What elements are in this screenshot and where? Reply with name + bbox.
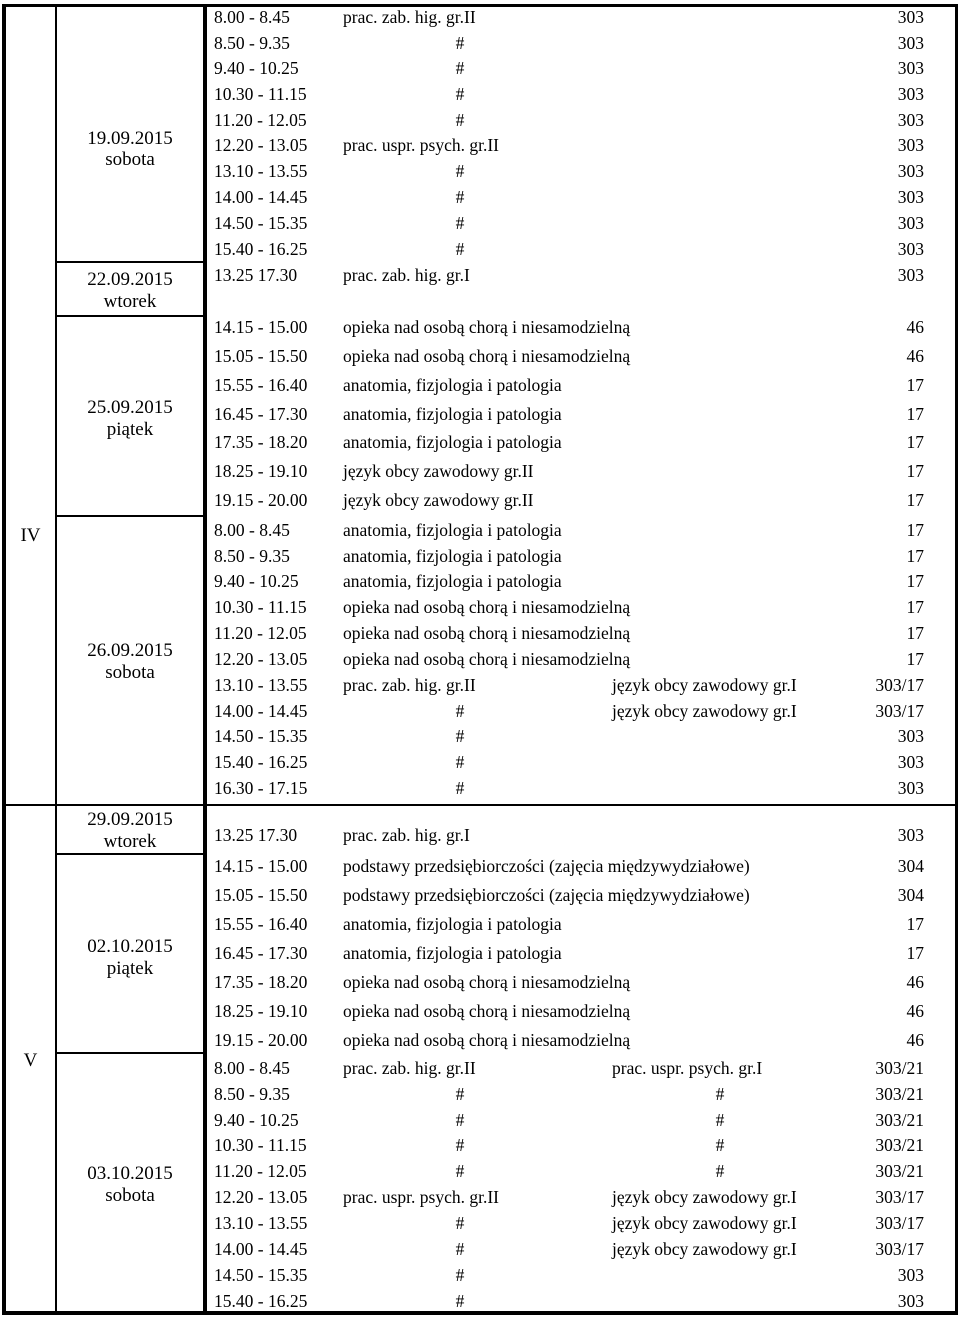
week-label: V [23,1050,38,1071]
subject-cell: anatomia, fizjologia i patologia [343,375,562,395]
time-cell: 16.45 - 17.30 [214,943,308,963]
room-cell: 303 [897,33,924,53]
time-cell: 8.50 - 9.35 [214,1084,290,1104]
room-cell: 303/21 [875,1110,924,1130]
subject-cell: podstawy przedsiębiorczości (zajęcia międzywydziałowe) [343,885,750,905]
subject2-cell: # [715,1110,725,1130]
room-cell: 303 [897,161,924,181]
room-cell: 17 [906,520,924,540]
time-cell: 8.50 - 9.35 [214,546,290,566]
subject-cell: prac. zab. hig. gr.II [343,7,476,27]
frame-bottom [2,1311,958,1315]
time-cell: 15.55 - 16.40 [214,914,308,934]
room-cell: 17 [906,490,924,510]
week-separator [6,804,955,806]
room-cell: 303 [897,187,924,207]
subject-cell: podstawy przedsiębiorczości (zajęcia międzywydziałowe) [343,856,750,876]
frame-top [2,4,958,7]
time-cell: 14.00 - 14.45 [214,1239,308,1259]
time-cell: 18.25 - 19.10 [214,1001,308,1021]
subject-cell: opieka nad osobą chorą i niesamodzielną [343,649,631,669]
time-cell: 13.10 - 13.55 [214,161,308,181]
time-cell: 16.30 - 17.15 [214,778,308,798]
subject-cell: prac. zab. hig. gr.II [343,1058,476,1078]
time-cell: 8.00 - 8.45 [214,520,290,540]
subject-cell: # [455,239,465,259]
day-date: 02.10.2015 [87,936,173,957]
subject-cell: # [455,726,465,746]
time-cell: 15.40 - 16.25 [214,239,308,259]
subject-cell: # [455,58,465,78]
frame-left [2,4,6,1315]
subject-cell: opieka nad osobą chorą i niesamodzielną [343,1030,631,1050]
subject-cell: prac. zab. hig. gr.I [343,265,470,285]
subject-cell: opieka nad osobą chorą i niesamodzielną [343,1001,631,1021]
subject-cell: # [455,1161,465,1181]
subject-cell: anatomia, fizjologia i patologia [343,404,562,424]
day-name: piątek [106,419,154,440]
subject-cell: # [455,1213,465,1233]
day-date: 19.09.2015 [87,128,173,149]
col-sep-week [55,4,57,1315]
room-cell: 303/21 [875,1058,924,1078]
time-cell: 12.20 - 13.05 [214,135,308,155]
room-cell: 304 [897,856,924,876]
time-cell: 17.35 - 18.20 [214,432,308,452]
time-cell: 15.05 - 15.50 [214,346,308,366]
room-cell: 303 [897,84,924,104]
time-cell: 8.50 - 9.35 [214,33,290,53]
day-name: piątek [106,958,154,979]
day-separator [57,853,203,855]
day-date: 29.09.2015 [87,809,173,830]
subject2-cell: # [715,1084,725,1104]
time-cell: 15.55 - 16.40 [214,375,308,395]
room-cell: 303/17 [875,675,924,695]
time-cell: 14.15 - 15.00 [214,856,308,876]
subject-cell: # [455,187,465,207]
subject-cell: prac. uspr. psych. gr.II [343,1187,500,1207]
time-cell: 14.15 - 15.00 [214,317,308,337]
time-cell: 14.00 - 14.45 [214,187,308,207]
day-separator [57,1052,203,1054]
subject2-cell: język obcy zawodowy gr.I [612,1239,797,1259]
room-cell: 17 [906,623,924,643]
room-cell: 303 [897,135,924,155]
room-cell: 303 [897,726,924,746]
col-sep-date [203,4,207,1315]
room-cell: 46 [906,972,924,992]
room-cell: 17 [906,375,924,395]
room-cell: 17 [906,571,924,591]
room-cell: 303/17 [875,1213,924,1233]
subject-cell: # [455,110,465,130]
room-cell: 303 [897,752,924,772]
room-cell: 303 [897,58,924,78]
room-cell: 303/17 [875,701,924,721]
subject-cell: anatomia, fizjologia i patologia [343,432,562,452]
time-cell: 11.20 - 12.05 [214,110,307,130]
time-cell: 9.40 - 10.25 [214,58,299,78]
time-cell: 13.10 - 13.55 [214,1213,308,1233]
room-cell: 303/17 [875,1187,924,1207]
subject-cell: opieka nad osobą chorą i niesamodzielną [343,317,631,337]
room-cell: 17 [906,546,924,566]
time-cell: 9.40 - 10.25 [214,1110,299,1130]
day-date: 22.09.2015 [87,269,173,290]
room-cell: 46 [906,1001,924,1021]
subject-cell: opieka nad osobą chorą i niesamodzielną [343,597,631,617]
room-cell: 304 [897,885,924,905]
subject2-cell: # [715,1135,725,1155]
time-cell: 8.00 - 8.45 [214,1058,290,1078]
time-cell: 15.40 - 16.25 [214,1291,308,1311]
room-cell: 17 [906,597,924,617]
time-cell: 14.50 - 15.35 [214,213,308,233]
time-cell: 14.00 - 14.45 [214,701,308,721]
subject2-cell: język obcy zawodowy gr.I [612,675,797,695]
subject-cell: anatomia, fizjologia i patologia [343,571,562,591]
room-cell: 17 [906,914,924,934]
subject-cell: prac. uspr. psych. gr.II [343,135,500,155]
subject-cell: # [455,701,465,721]
day-date: 26.09.2015 [87,640,173,661]
room-cell: 17 [906,404,924,424]
day-name: sobota [105,149,155,170]
subject-cell: język obcy zawodowy gr.II [343,461,534,481]
time-cell: 13.25 17.30 [214,825,298,845]
room-cell: 46 [906,346,924,366]
time-cell: 9.40 - 10.25 [214,571,299,591]
time-cell: 12.20 - 13.05 [214,649,308,669]
subject-cell: prac. zab. hig. gr.II [343,675,476,695]
day-name: sobota [105,662,155,683]
room-cell: 17 [906,432,924,452]
time-cell: 11.20 - 12.05 [214,623,307,643]
time-cell: 19.15 - 20.00 [214,490,308,510]
room-cell: 303/21 [875,1161,924,1181]
room-cell: 303 [897,1291,924,1311]
subject2-cell: język obcy zawodowy gr.I [612,1213,797,1233]
subject-cell: opieka nad osobą chorą i niesamodzielną [343,346,631,366]
time-cell: 15.05 - 15.50 [214,885,308,905]
subject-cell: prac. zab. hig. gr.I [343,825,470,845]
room-cell: 303 [897,110,924,130]
day-separator [57,315,203,317]
subject-cell: # [455,1291,465,1311]
room-cell: 303 [897,778,924,798]
time-cell: 13.10 - 13.55 [214,675,308,695]
subject2-cell: prac. uspr. psych. gr.I [612,1058,763,1078]
subject-cell: # [455,1110,465,1130]
week-label: IV [20,525,41,546]
subject-cell: opieka nad osobą chorą i niesamodzielną [343,972,631,992]
room-cell: 303 [897,1265,924,1285]
time-cell: 8.00 - 8.45 [214,7,290,27]
room-cell: 303 [897,825,924,845]
day-name: sobota [105,1185,155,1206]
room-cell: 303 [897,7,924,27]
subject-cell: # [455,1265,465,1285]
subject-cell: anatomia, fizjologia i patologia [343,914,562,934]
room-cell: 46 [906,1030,924,1050]
room-cell: 17 [906,943,924,963]
subject2-cell: język obcy zawodowy gr.I [612,1187,797,1207]
time-cell: 18.25 - 19.10 [214,461,308,481]
day-separator [57,515,203,517]
room-cell: 46 [906,317,924,337]
room-cell: 17 [906,649,924,669]
time-cell: 10.30 - 11.15 [214,1135,307,1155]
subject-cell: anatomia, fizjologia i patologia [343,943,562,963]
time-cell: 10.30 - 11.15 [214,84,307,104]
day-name: wtorek [103,831,157,852]
time-cell: 19.15 - 20.00 [214,1030,308,1050]
subject-cell: # [455,1084,465,1104]
room-cell: 303 [897,213,924,233]
subject-cell: # [455,213,465,233]
subject-cell: # [455,1135,465,1155]
day-date: 03.10.2015 [87,1163,173,1184]
time-cell: 15.40 - 16.25 [214,752,308,772]
room-cell: 303/21 [875,1084,924,1104]
room-cell: 303 [897,239,924,259]
subject-cell: # [455,752,465,772]
day-separator [57,261,203,263]
subject-cell: # [455,84,465,104]
subject-cell: opieka nad osobą chorą i niesamodzielną [343,623,631,643]
subject-cell: # [455,778,465,798]
subject2-cell: # [715,1161,725,1181]
day-name: wtorek [103,291,157,312]
time-cell: 14.50 - 15.35 [214,726,308,746]
subject-cell: anatomia, fizjologia i patologia [343,546,562,566]
time-cell: 13.25 17.30 [214,265,298,285]
time-cell: 17.35 - 18.20 [214,972,308,992]
day-date: 25.09.2015 [87,397,173,418]
room-cell: 303/21 [875,1135,924,1155]
time-cell: 16.45 - 17.30 [214,404,308,424]
time-cell: 12.20 - 13.05 [214,1187,308,1207]
subject-cell: # [455,33,465,53]
time-cell: 11.20 - 12.05 [214,1161,307,1181]
time-cell: 10.30 - 11.15 [214,597,307,617]
room-cell: 303/17 [875,1239,924,1259]
subject-cell: anatomia, fizjologia i patologia [343,520,562,540]
subject-cell: język obcy zawodowy gr.II [343,490,534,510]
room-cell: 303 [897,265,924,285]
subject-cell: # [455,1239,465,1259]
frame-right [955,4,958,1315]
subject2-cell: język obcy zawodowy gr.I [612,701,797,721]
room-cell: 17 [906,461,924,481]
subject-cell: # [455,161,465,181]
time-cell: 14.50 - 15.35 [214,1265,308,1285]
